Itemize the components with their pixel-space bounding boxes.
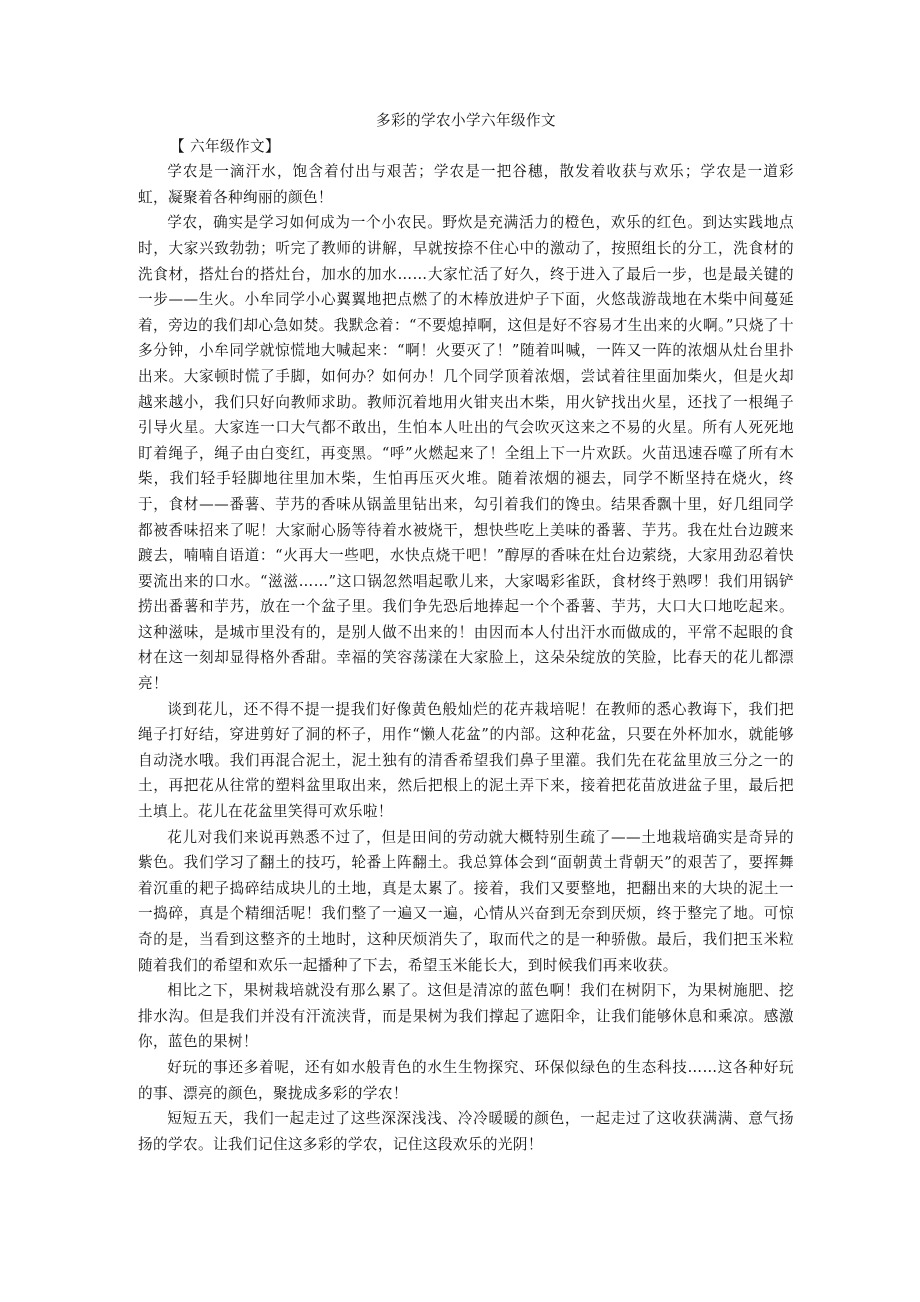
paragraph-5: 相比之下，果树栽培就没有那么累了。这但是清凉的蓝色啊！我们在树阴下，为果树施肥、挖排水沟。但是我们并没有汗流浃背，而是果树为我们撑起了遮阳伞，让我们能够休息和乘凉。感激你，蓝色的果树！ <box>138 982 794 1051</box>
paragraph-7: 短短五天，我们一起走过了这些深深浅浅、冷冷暖暖的颜色，一起走过了这收获满满、意气扬扬的学农。让我们记住这多彩的学农，记住这段欢乐的光阴！ <box>138 1110 794 1153</box>
paragraph-3: 谈到花儿，还不得不提一提我们好像黄色般灿烂的花卉栽培呢！在教师的悉心教诲下，我们把绳子打好结，穿进剪好了洞的杯子，用作“懒人花盆”的内部。这种花盆，只要在外杯加水，就能够自动浇水哦。我们再混合泥土，泥土独有的清香希望我们鼻子里灌。我们先在花盆里放三分之一的土，再把花从往常的塑料盆里取出来，然后把根上的泥土弄下来，接着把花苗放进盆子里，最后把土填上。花儿在花盆里笑得可欢乐啦！ <box>138 700 794 821</box>
paragraph-2: 学农，确实是学习如何成为一个小农民。野炊是充满活力的橙色，欢乐的红色。到达实践地点时，大家兴致勃勃；听完了教师的讲解，早就按捺不住心中的激动了，按照组长的分工，洗食材的洗食材，搭灶台的搭灶台，加水的加水……大家忙活了好久，终于进入了最后一步，也是最关键的一步——生火。小牟同学小心翼翼地把点燃了的木棒放进炉子下面，火悠哉游哉地在木柴中间蔓延着，旁边的我们却心急如焚。我默念着：“不要熄掉啊，这但是好不容易才生出来的火啊。”只烧了十多分钟，小牟同学就惊慌地大喊起来：“啊！火要灭了！”随着叫喊，一阵又一阵的浓烟从灶台里扑出来。大家顿时慌了手脚，如何办？如何办！几个同学顶着浓烟，尝试着往里面加柴火，但是火却越来越小，我们只好向教师求助。教师沉着地用火钳夹出木柴，用火铲找出火星，还找了一根绳子引导火星。大家连一口大气都不敢出，生怕本人吐出的气会吹灭这来之不易的火星。所有人死死地盯着绳子，绳子由白变红，再变黑。“呼”火燃起来了！全组上下一片欢跃。火苗迅速吞噬了所有木柴，我们轻手轻脚地往里加木柴，生怕再压灭火堆。随着浓烟的褪去，同学不断坚持在烧火，终于，食材——番薯、芋艿的香味从锅盖里钻出来，勾引着我们的馋虫。结果香飘十里，好几组同学都被香味招来了呢！大家耐心肠等待着水被烧干，想快些吃上美味的番薯、芋艿。我在灶台边踱来踱去，喃喃自语道：“火再大一些吧，水快点烧干吧！”醇厚的香味在灶台边萦绕，大家用劲忍着快要流出来的口水。“滋滋……”这口锅忽然唱起歌儿来，大家喝彩雀跃，食材终于熟啰！我们用锅铲捞出番薯和芋艿，放在一个盆子里。我们争先恐后地捧起一个个番薯、芋艿，大口大口地吃起来。这种滋味，是城市里没有的，是别人做不出来的！由因而本人付出汗水而做成的，平常不起眼的食材在这一刻却显得格外香甜。幸福的笑容荡漾在大家脸上，这朵朵绽放的笑脸，比春天的花儿都漂亮！ <box>138 214 794 693</box>
document-title: 多彩的学农小学六年级作文 <box>376 112 556 129</box>
paragraph-6: 好玩的事还多着呢，还有如水般青色的水生生物探究、环保似绿色的生态科技……这各种好玩的事、漂亮的颜色，聚拢成多彩的学农！ <box>138 1058 794 1102</box>
paragraph-4: 花儿对我们来说再熟悉不过了，但是田间的劳动就大概特别生疏了——土地栽培确实是奇异的紫色。我们学习了翻土的技巧，轮番上阵翻土。我总算体会到“面朝黄土背朝天”的艰苦了，要挥舞着沉重的耙子捣碎结成块儿的土地，真是太累了。接着，我们又要整地，把翻出来的大块的泥土一一捣碎，真是个精细活呢！我们整了一遍又一遍，心情从兴奋到无奈到厌烦，终于整完了地。可惊奇的是，当看到这整齐的土地时，这种厌烦消失了，取而代之的是一种骄傲。最后，我们把玉米粒随着我们的希望和欢乐一起播种了下去，希望玉米能长大，到时候我们再来收获。 <box>138 828 794 974</box>
category-label: 【 六年级作文】 <box>170 137 280 155</box>
paragraph-1: 学农是一滴汗水，饱含着付出与艰苦；学农是一把谷穗，散发着收获与欢乐；学农是一道彩虹，凝聚着各种绚丽的颜色！ <box>138 163 794 206</box>
document-page <box>138 108 794 1157</box>
